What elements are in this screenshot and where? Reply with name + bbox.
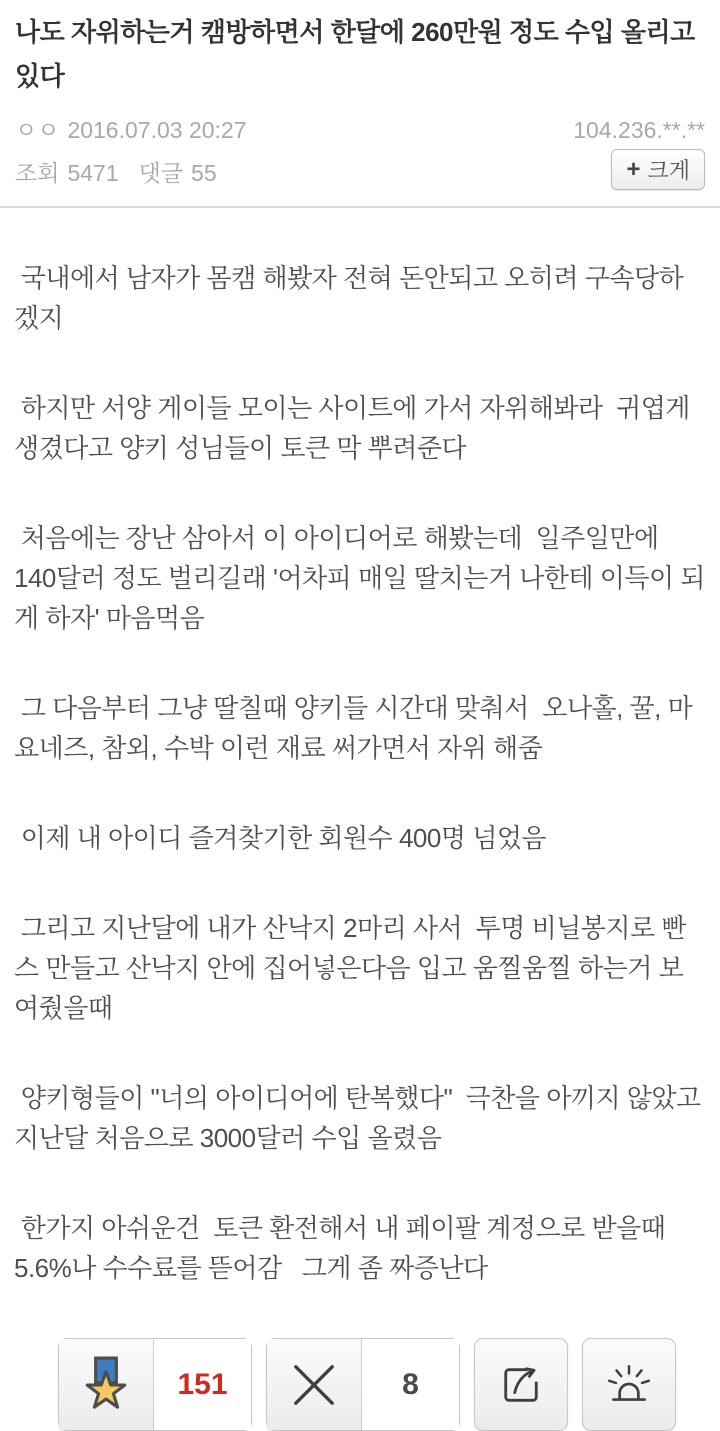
author-date [15, 112, 255, 145]
author-nickname: ㅇㅇ [15, 117, 60, 143]
paragraph: 처음에는 장난 삼아서 이 아이디어로 해봤는데 일주일만에 140달러 정도 벌리길래 '어차피 매일 딸치는거 나한테 이득이 되게 하자' 마음먹음 [14, 523, 705, 633]
upvote-button[interactable] [58, 1338, 252, 1431]
star-ribbon-icon [59, 1339, 154, 1430]
meta-row-counts [15, 149, 705, 190]
paragraph: 그리고 지난달에 내가 산낙지 2마리 사서 투명 비닐봉지로 빤스 만들고 산낙지 안에 집어넣은다음 입고 움찔움찔 하는거 보여줬을때 [14, 913, 686, 1023]
paragraph: 이제 내 아이디 즐겨찾기한 회원수 400명 넘었음 [14, 823, 547, 853]
plus-icon: + [626, 155, 641, 183]
comments-label: 댓글 [138, 160, 184, 186]
views-label: 조회 [15, 160, 60, 186]
paragraph: 하지만 서양 게이들 모이는 사이트에 가서 자위해봐라 귀엽게 생겼다고 양키 성님들이 토큰 막 뿌려준다 [14, 393, 697, 463]
post-date: 2016.07.03 20:27 [67, 117, 247, 143]
x-icon-svg [288, 1359, 340, 1411]
author-ip: 104.236.**.** [573, 117, 705, 143]
share-button[interactable] [474, 1338, 568, 1431]
enlarge-text-button[interactable] [611, 149, 705, 190]
action-button-row [0, 1338, 720, 1431]
meta-row-author-date [15, 112, 705, 145]
paragraph: 양키형들이 "너의 아이디어에 탄복했다" 극찬을 아끼지 않았고 지난달 처음으로 3000달러 수입 올렸음 [14, 1083, 715, 1153]
comments-count: 55 [191, 160, 217, 186]
view-comment-counts [15, 149, 237, 188]
post-body [0, 208, 720, 1288]
paragraph: 그 다음부터 그냥 딸칠때 양키들 시간대 맞춰서 오나홀, 꿀, 마요네즈, 참외, 수박 이런 재료 써가면서 자위 해줌 [14, 693, 693, 763]
x-icon [267, 1339, 362, 1430]
star-ribbon-icon-svg [81, 1356, 131, 1414]
share-icon [497, 1361, 545, 1409]
post-title: 나도 자위하는거 캠방하면서 한달에 260만원 정도 수입 올리고 있다 [15, 17, 695, 91]
upvote-count: 151 [154, 1339, 251, 1430]
paragraph: 국내에서 남자가 몸캠 해봤자 전혀 돈안되고 오히려 구속당하겠지 [14, 263, 684, 333]
report-siren-button[interactable] [582, 1338, 676, 1431]
downvote-count: 8 [362, 1339, 459, 1430]
views-count: 5471 [67, 160, 119, 186]
paragraph: 한가지 아쉬운건 토큰 환전해서 내 페이팔 계정으로 받을때 5.6%나 수수료를 뜯어감 그게 좀 짜증난다 [14, 1213, 673, 1283]
siren-icon [604, 1360, 654, 1410]
downvote-button[interactable] [266, 1338, 460, 1431]
post-header [0, 0, 720, 190]
enlarge-label: 크게 [647, 158, 690, 183]
